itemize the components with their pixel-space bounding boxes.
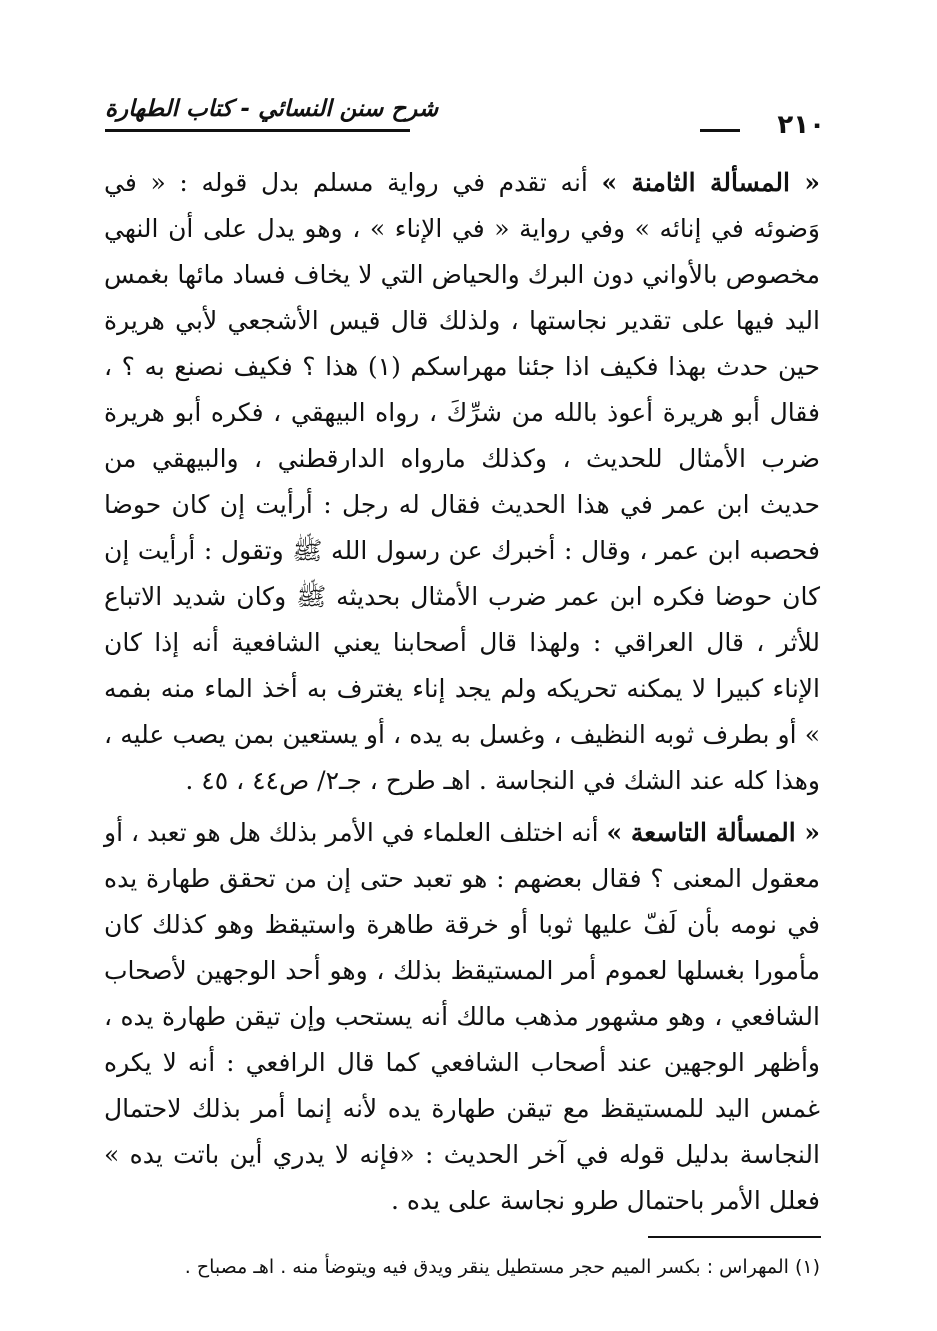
- paragraph-text: أنه اختلف العلماء في الأمر بذلك هل هو تعبد ، أو معقول المعنى ؟ فقال بعضهم : هو تعبد حتى إن من تحقق طهارة يده في نومه بأن لَفّ عليها ثوبا أو خرقة طاهرة واستيقظ وهو كذلك كان مأمورا بغسلها لعموم أمر المستيقظ بذلك ، وهو أحد الوجهين لأصحاب الشافعي ، وهو مشهور مذهب مالك أنه يستحب وإن تيقن طهارة يده ، وأظهر الوجهين عند أصحاب الشافعي كما قال الرافعي : أنه لا يكره غمس اليد للمستيقظ مع تيقن طهارة يده لأنه إنما أمر بذلك لاحتمال النجاسة بدليل قوله في آخر الحديث : «فإنه لا يدري أين باتت يده » فعلل الأمر باحتمال طرو نجاسة على يده .: [104, 818, 820, 1215]
- paragraph-issue-nine: [104, 810, 820, 1224]
- header-rule: [105, 129, 410, 132]
- page-header: [100, 96, 825, 150]
- page-number: ٢١٠: [777, 110, 825, 140]
- page-number-rule: [700, 129, 740, 132]
- running-title: شرح سنن النسائي - كتاب الطهارة: [105, 96, 439, 122]
- body-text: [104, 160, 820, 1224]
- paragraph-text: أنه تقدم في رواية مسلم بدل قوله : « في وَضوئه في إنائه » وفي رواية « في الإناء » ، وهو يدل على أن النهي مخصوص بالأواني دون البرك والحياض التي لا يخاف فساد مائها بغمس اليد فيها على تقدير نجاستها ، ولذلك قال قيس الأشجعي لأبي هريرة حين حدث بهذا فكيف اذا جئنا مهراسكم (١) هذا ؟ فكيف نصنع به ؟ ، فقال أبو هريرة أعوذ بالله من شرِّكَ ، رواه البيهقي ، فكره أبو هريرة ضرب الأمثال للحديث ، وكذلك مارواه الدارقطني ، والبيهقي من حديث ابن عمر في هذا الحديث فقال له رجل : أرأيت إن كان حوضا فحصبه ابن عمر ، وقال : أخبرك عن رسول الله ﷺ وتقول : أرأيت إن كان حوضا فكره ابن عمر ضرب الأمثال بحديثه ﷺ وكان شديد الاتباع للأثر ، قال العراقي : ولهذا قال أصحابنا يعني الشافعية أنه إذا كان الإناء كبيرا لا يمكنه تحريكه ولم يجد إناء يغترف به أخذ الماء منه بفمه » أو بطرف ثوبه النظيف ، وغسل به يده ، أو يستعين بمن يصب عليه ، وهذا كله عند الشك في النجاسة . اهـ طرح ، جـ٢/ ص٤٤ ، ٤٥ .: [104, 168, 820, 795]
- paragraph-issue-eight: [104, 160, 820, 804]
- footnote-rule: [648, 1236, 821, 1238]
- issue-heading: « المسألة الثامنة »: [601, 168, 820, 197]
- issue-heading: « المسألة التاسعة »: [606, 818, 820, 847]
- footnote: (١) المهراس : بكسر الميم حجر مستطيل ينقر ويدق فيه ويتوضأ منه . اهـ مصباح .: [184, 1256, 820, 1278]
